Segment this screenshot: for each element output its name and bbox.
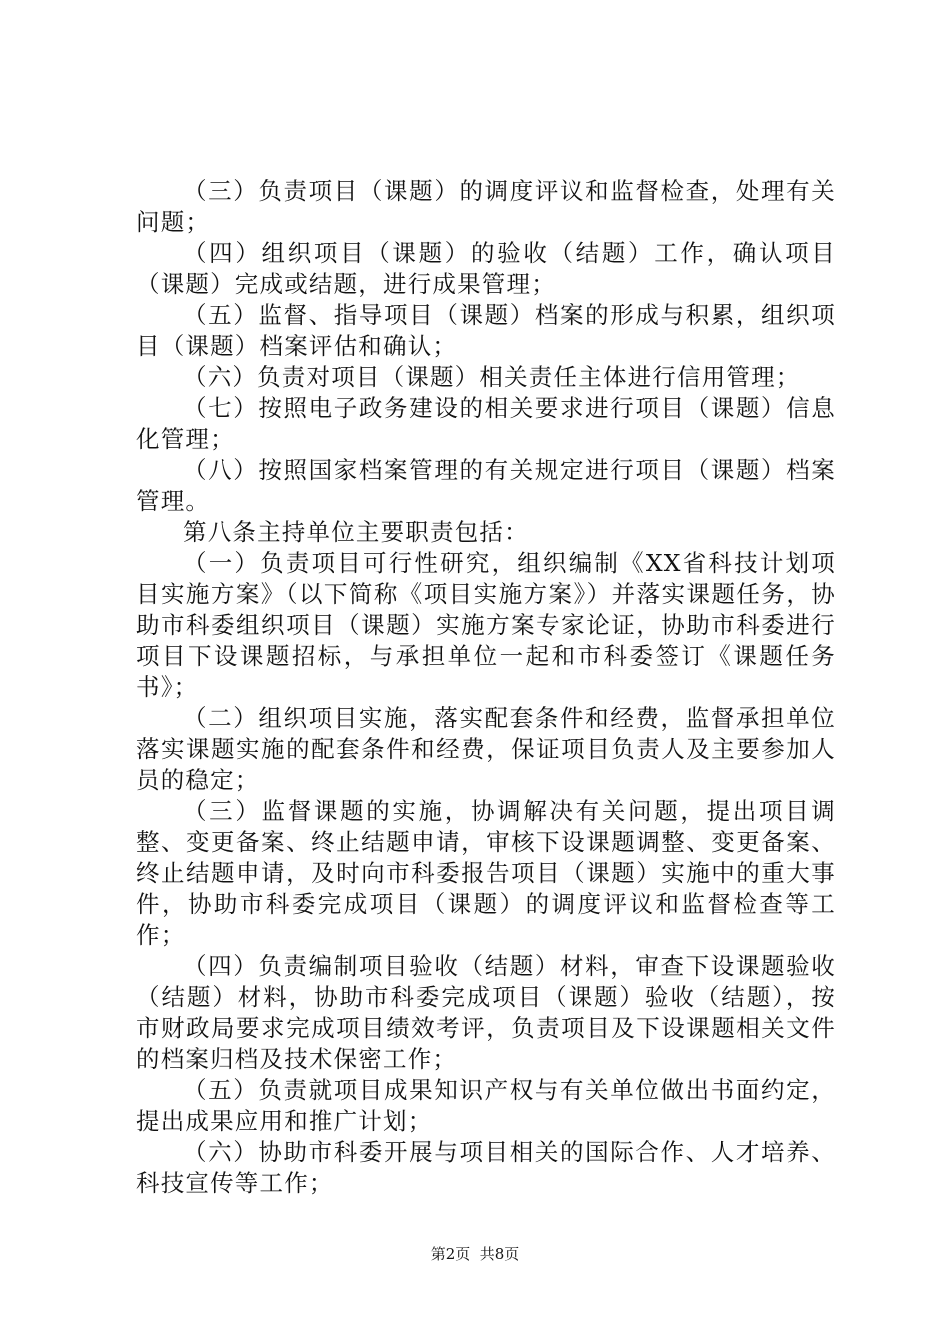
paragraph-3: （五）监督、指导项目（课题）档案的形成与积累，组织项目（课题）档案评估和确认；: [136, 301, 836, 360]
document-body: [136, 176, 836, 1199]
paragraph-13: （六）协助市科委开展与项目相关的国际合作、人才培养、科技宣传等工作；: [136, 1138, 836, 1197]
paragraph-6: （八）按照国家档案管理的有关规定进行项目（课题）档案管理。: [136, 456, 836, 515]
paragraph-4: （六）负责对项目（课题）相关责任主体进行信用管理；: [183, 363, 801, 391]
paragraph-10: （三）监督课题的实施，协调解决有关问题，提出项目调整、变更备案、终止结题申请，审核下设课题调整、变更备案、终止结题申请，及时向市科委报告项目（课题）实施中的重大事件，协助市科委完成项目（课题）的调度评议和监督检查等工作；: [136, 797, 836, 949]
paragraph-9: （二）组织项目实施，落实配套条件和经费，监督承担单位落实课题实施的配套条件和经费，保证项目负责人及主要参加人员的稳定；: [136, 704, 836, 794]
paragraph-5: （七）按照电子政务建设的相关要求进行项目（课题）信息化管理；: [136, 394, 836, 453]
page-footer: [0, 1244, 950, 1264]
page-number-label: 第2页 共8页: [430, 1245, 520, 1263]
paragraph-2: （四）组织项目（课题）的验收（结题）工作，确认项目（课题）完成或结题，进行成果管理；: [136, 239, 836, 298]
article-8-heading: 第八条主持单位主要职责包括：: [183, 518, 529, 546]
paragraph-11: （四）负责编制项目验收（结题）材料，审查下设课题验收（结题）材料，协助市科委完成项目（课题）验收（结题），按市财政局要求完成项目绩效考评，负责项目及下设课题相关文件的档案归档及技术保密工作；: [136, 952, 836, 1073]
paragraph-8: （一）负责项目可行性研究，组织编制《XX省科技计划项目实施方案》（以下简称《项目实施方案》）并落实课题任务，协助市科委组织项目（课题）实施方案专家论证，协助市科委进行项目下设课题招标，与承担单位一起和市科委签订《课题任务书》；: [136, 549, 836, 701]
paragraph-12: （五）负责就项目成果知识产权与有关单位做出书面约定，提出成果应用和推广计划；: [136, 1076, 836, 1135]
paragraph-1: （三）负责项目（课题）的调度评议和监督检查，处理有关问题；: [136, 177, 836, 236]
